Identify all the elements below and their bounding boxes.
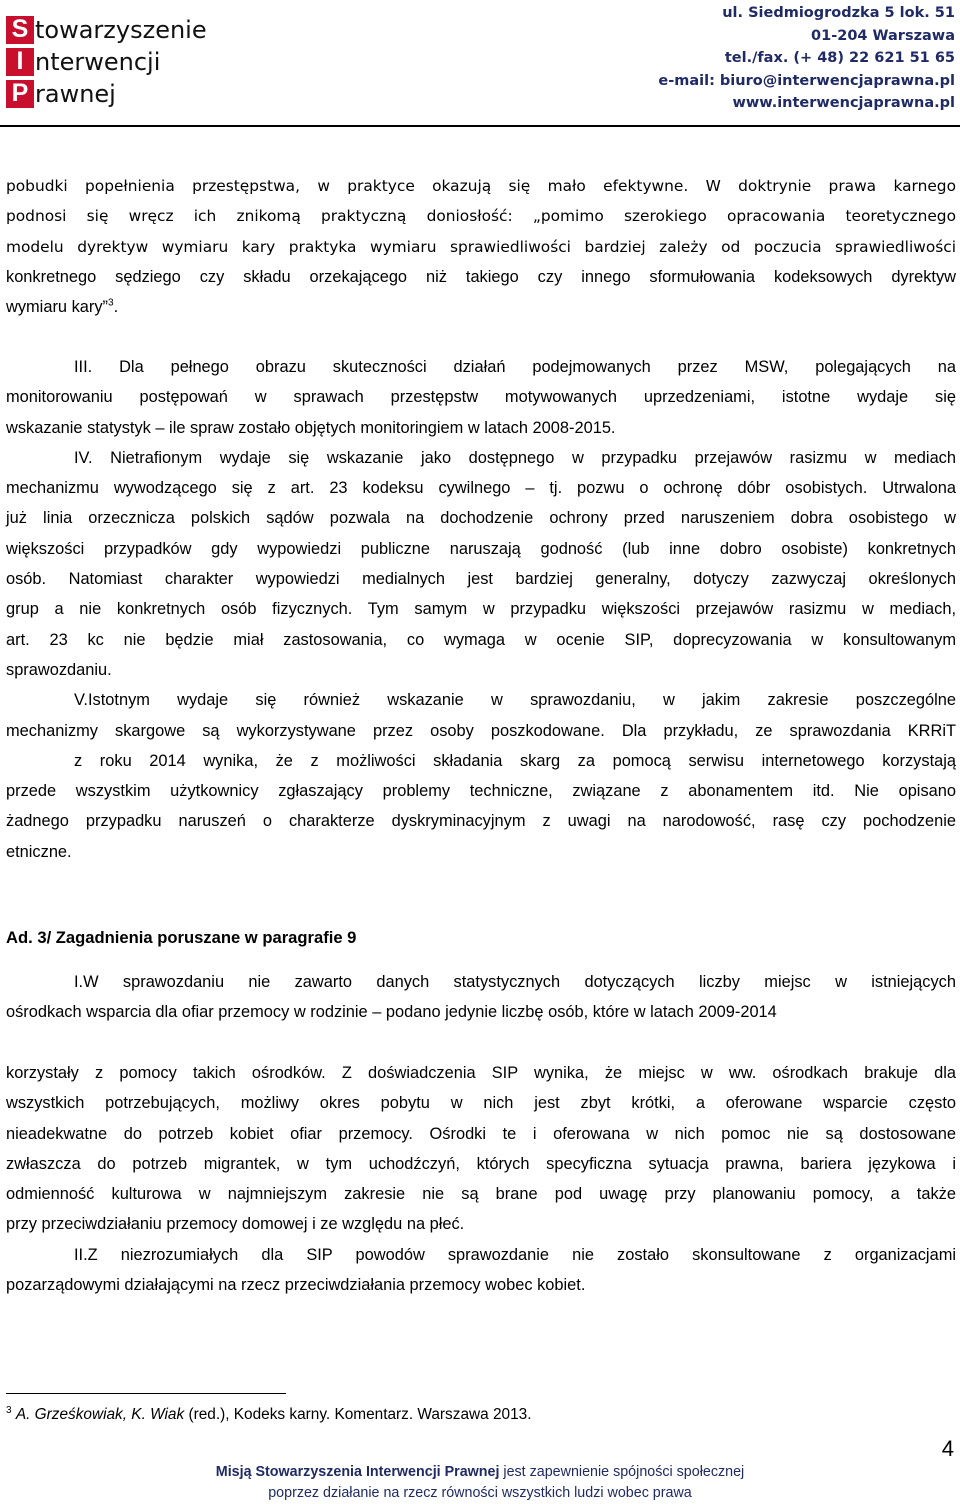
- section-3-heading: Ad. 3/ Zagadnienia poruszane w paragrafie 9: [6, 928, 357, 947]
- footer-org-name: Misją Stowarzyszenia Interwencji Prawnej: [215, 1464, 500, 1480]
- footnote-ref[interactable]: 3: [108, 297, 114, 309]
- footnote-divider: [6, 1393, 286, 1394]
- text-line: pobudki popełnienia przestępstwa, w praktyce okazują się mało efektywne. W doktrynie prawa karnego: [6, 177, 956, 195]
- section-3-paragraph-2: [6, 1058, 956, 1300]
- text-line: pozarządowymi działającymi na rzecz przeciwdziałania przemocy wobec kobiet.: [6, 1276, 586, 1295]
- text-line: żadnego przypadku naruszeń o charakterze dyskryminacyjnym z uwagi na narodowość, rasę czy pochodzenie: [6, 812, 956, 831]
- footer-line-1: [0, 1462, 960, 1483]
- section-2-paragraphs: [6, 352, 956, 867]
- text-line: wszystkich potrzebujących, możliwy okres pobytu w nich jest zbyt krótki, a oferowane wsparcie często: [6, 1094, 956, 1113]
- sip-logo: [6, 14, 207, 110]
- logo-word-1: towarzyszenie: [35, 15, 207, 44]
- logo-row-3: [6, 78, 207, 109]
- footer-line-2: poprzez działanie na rzecz równości wszystkich ludzi wobec prawa: [268, 1485, 692, 1501]
- text-line: podnosi się wręcz ich znikomą praktyczną doniosłość: „pomimo szerokiego opracowania teoretycznego: [6, 207, 956, 226]
- text-line: III. Dla pełnego obrazu skuteczności działań podejmowanych przez MSW, polegających na: [74, 358, 956, 376]
- text-line: konkretnego sędziego czy składu orzekającego niż takiego czy innego sformułowania kodeksowych dyrektyw: [6, 267, 956, 286]
- page-header: [0, 0, 960, 126]
- text-line: większości przypadków gdy wypowiedzi publiczne naruszają godność (lub inne dobro osobiste) konkretnych: [6, 539, 956, 558]
- logo-word-3: rawnej: [35, 79, 116, 108]
- text-line: już linia orzecznicza polskich sądów pozwala na dochodzenie ochrony przed naruszeniem dobra osobistego w: [6, 509, 956, 528]
- logo-letter-s: S: [6, 16, 34, 44]
- text-line: [6, 292, 956, 322]
- text-line: korzystały z pomocy takich ośrodków. Z doświadczenia SIP wynika, że miejsc w ww. ośrodkach brakuje dla: [6, 1064, 956, 1082]
- contact-phone: tel./fax. (+ 48) 22 621 51 65: [724, 50, 955, 66]
- text-line: V.Istotnym wydaje się również wskazanie w sprawozdaniu, w jakim zakresie poszczególne: [74, 691, 956, 710]
- footnote-authors: A. Grześkowiak, K. Wiak: [15, 1406, 185, 1423]
- contact-email[interactable]: e-mail: biuro@interwencjaprawna.pl: [658, 72, 955, 89]
- text-line: ośrodkach wsparcia dla ofiar przemocy w rodzinie – podano jedynie liczbę osób, które w latach 2009-2014: [6, 1003, 777, 1022]
- text-line: mechanizmu wywodzącego się z art. 23 kodeksu cywilnego – tj. pozwu o ochronę dóbr osobistych. Utrwalona: [6, 479, 956, 498]
- text-fragment: .: [113, 298, 119, 317]
- logo-letter-i: I: [6, 48, 34, 76]
- page-footer: [0, 1462, 960, 1504]
- contact-website[interactable]: www.interwencjaprawna.pl: [732, 95, 955, 111]
- footnote: [6, 1406, 531, 1424]
- footnote-text: (red.), Kodeks karny. Komentarz. Warszawa 2013.: [184, 1406, 532, 1423]
- text-line: przy przeciwdziałaniu przemocy domowej i ze względu na płeć.: [6, 1215, 465, 1234]
- logo-word-2: nterwencji: [35, 47, 161, 76]
- text-line: II.Z niezrozumiałych dla SIP powodów sprawozdanie nie zostało skonsultowane z organizacjami: [74, 1245, 956, 1264]
- contact-info: [658, 2, 955, 115]
- logo-letter-p: P: [6, 80, 34, 108]
- page-number: 4: [941, 1436, 954, 1461]
- text-line: etniczne.: [6, 842, 72, 861]
- section-3-paragraph-1: [6, 967, 956, 1028]
- text-line: zwłaszcza do potrzeb migrantek, w tym uchodźczyń, których specyficzna sytuacja prawna, bariera językowa i: [6, 1154, 956, 1173]
- text-line: IV. Nietrafionym wydaje się wskazanie jako dostępnego w przypadku przejawów rasizmu w mediach: [74, 448, 956, 467]
- text-fragment: wymiaru kary”: [6, 298, 108, 317]
- logo-row-1: [6, 14, 207, 45]
- text-line: sprawozdaniu.: [6, 660, 112, 679]
- section-1-paragraph: [6, 171, 956, 322]
- contact-city: 01-204 Warszawa: [811, 27, 955, 44]
- text-line: grup a nie konkretnych osób fizycznych. Tym samym w przypadku większości przejawów rasizmu w mediach,: [6, 600, 956, 619]
- text-line: przede wszystkim użytkownicy zgłaszający problemy techniczne, związane z abonamentem itd. Nie opisano: [6, 782, 956, 801]
- text-line: z roku 2014 wynika, że z możliwości składania skarg za pomocą serwisu internetowego korzystają: [74, 751, 956, 770]
- text-line: monitorowaniu postępowań w sprawach przestępstw motywowanych uprzedzeniami, istotne wydaje się: [6, 388, 956, 407]
- text-line: modelu dyrektyw wymiaru kary praktyka wymiaru sprawiedliwości bardziej zależy od poczucia sprawiedliwości: [6, 237, 956, 256]
- text-line: I.W sprawozdaniu nie zawarto danych statystycznych dotyczących liczby miejsc w istniejących: [74, 973, 956, 991]
- text-line: mechanizmy skargowe są wykorzystywane przez osoby poszkodowane. Dla przykładu, ze sprawozdania KRRiT: [6, 721, 956, 740]
- text-line: osób. Natomiast charakter wypowiedzi medialnych jest bardziej generalny, dotyczy zazwyczaj określonych: [6, 570, 956, 589]
- footnote-number: 3: [6, 1404, 12, 1416]
- logo-row-2: [6, 46, 207, 77]
- contact-address: ul. Siedmiogrodzka 5 lok. 51: [722, 5, 955, 21]
- text-line: nieadekwatne do potrzeb kobiet ofiar przemocy. Ośrodki te i oferowana w nich pomoc nie są dostosowane: [6, 1124, 956, 1143]
- footer-mission: jest zapewnienie spójności społecznej: [499, 1464, 745, 1480]
- text-line: odmienność kulturowa w najmniejszym zakresie nie są brane pod uwagę przy planowaniu pomocy, a także: [6, 1185, 956, 1204]
- text-line: wskazanie statystyk – ile spraw zostało objętych monitoringiem w latach 2008-2015.: [6, 418, 616, 437]
- text-line: art. 23 kc nie będzie miał zastosowania, co wymaga w ocenie SIP, doprecyzowania w konsultowanym: [6, 630, 956, 649]
- header-divider: [0, 125, 960, 127]
